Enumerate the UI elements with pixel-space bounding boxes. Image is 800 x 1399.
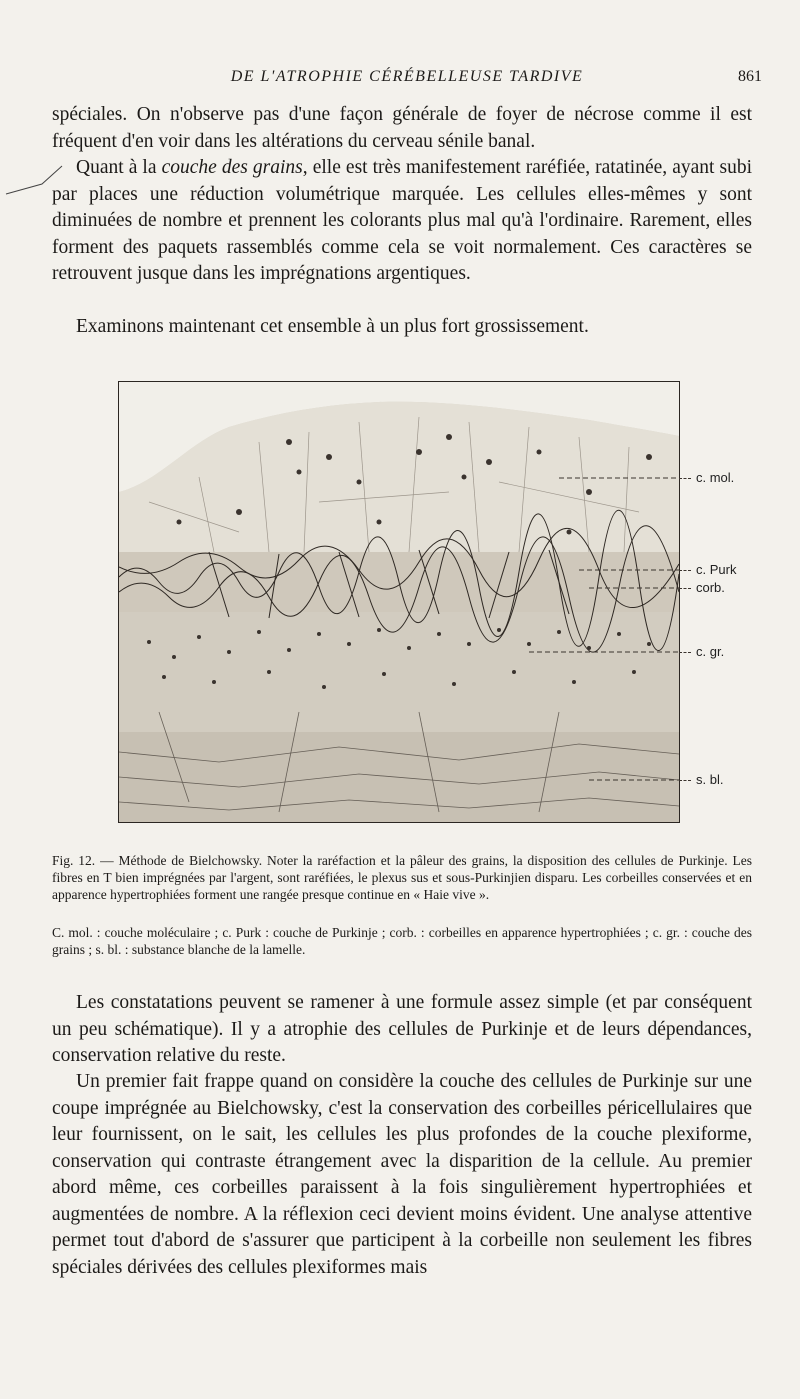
figure-legend-text: C. mol. : couche moléculaire ; c. Purk : couche de Purkinje ; corb. : corbeilles en apparence hypertrophiées ; c. gr. : couche des grains ; s. bl. : substance blanche de la lamelle. <box>52 925 752 957</box>
figure-caption-text: Fig. 12. — Méthode de Bielchowsky. Noter la raréfaction et la pâleur des grains, la disposition des cellules de Purkinje. Les fibres en T bien imprégnées par l'argent, sont raréfiées, le plexus sus et sous-Purkinjien disparu. Les corbeilles conservées et en apparence hypertrophiées forment une rangée presque continue en « Haie vive ». <box>52 853 752 902</box>
running-title: DE L'ATROPHIE CÉRÉBELLEUSE TARDIVE <box>230 68 584 85</box>
paragraph-4-text: Les constatations peuvent se ramener à une formule assez simple (et par conséquent un peu schématique). Il y a atrophie des cellules de Purkinje et de leurs dépendances, conservation relative du reste. <box>52 992 752 1066</box>
pencil-mark-icon <box>2 160 72 200</box>
paragraph-1-text: spéciales. On n'observe pas d'une façon générale de foyer de nécrose comme il est fréquent d'en voir dans les altérations du cerveau sénile banal. <box>52 104 752 152</box>
paragraph-2 <box>52 155 752 288</box>
paragraph-2-emphasis: couche des grains <box>161 157 303 178</box>
paragraph-2-end: , elle est très manifestement raréfiée, ratatinée, ayant subi par places une réduction volumétrique marquée. Les cellules elles-mêmes y sont diminuées de nombre et prennent les colorants plus mal qu'à l'ordinaire. Rarement, elles forment des paquets rassemblés comme cela se voit normalement. Ces caractères se retrouvent jusque dans les imprégnations argentiques. <box>52 157 753 284</box>
leader-c-purk <box>679 570 691 571</box>
paragraph-5-text: Un premier fait frappe quand on considère la couche des cellules de Purkinje sur une coupe imprégnée au Bielchowsky, c'est la conservation des corbeilles péricellulaires que leur fournissent, on le sait, les cellules les plus profondes de la couche plexiforme, conservation qui contraste étrangement avec la disparition de la cellule. Au premier abord même, ces corbeilles paraissent à la fois singulièrement hypertrophiées et augmentées de nombre. A la réflexion ceci devient moins évident. Une analyse attentive permet tout d'abord de s'assurer que participent à la corbeille non seulement les fibres spéciales dérivées des cellules plexiformes mais <box>52 1071 752 1278</box>
leader-c-mol <box>679 478 691 479</box>
label-c-mol: c. mol. <box>696 470 735 485</box>
figure-legend <box>52 924 752 958</box>
label-c-gr: c. gr. <box>696 644 725 659</box>
label-s-bl: s. bl. <box>696 772 724 787</box>
paragraph-1 <box>52 102 752 155</box>
histology-drawing <box>119 382 679 822</box>
leader-corb <box>679 588 691 589</box>
paragraph-4 <box>52 990 752 1070</box>
leader-s-bl <box>679 780 691 781</box>
page-number: 861 <box>738 68 762 85</box>
paragraph-3 <box>52 314 752 341</box>
running-header <box>52 68 762 92</box>
paragraph-5 <box>52 1069 752 1281</box>
paragraph-3-text: Examinons maintenant cet ensemble à un plus fort grossissement. <box>76 316 589 337</box>
leader-c-gr <box>679 652 691 653</box>
label-c-purk: c. Purk <box>696 562 737 577</box>
histology-figure <box>118 381 680 823</box>
label-corb: corb. <box>696 580 725 595</box>
paragraph-2-start: Quant à la <box>76 157 162 178</box>
figure-caption <box>52 852 752 903</box>
